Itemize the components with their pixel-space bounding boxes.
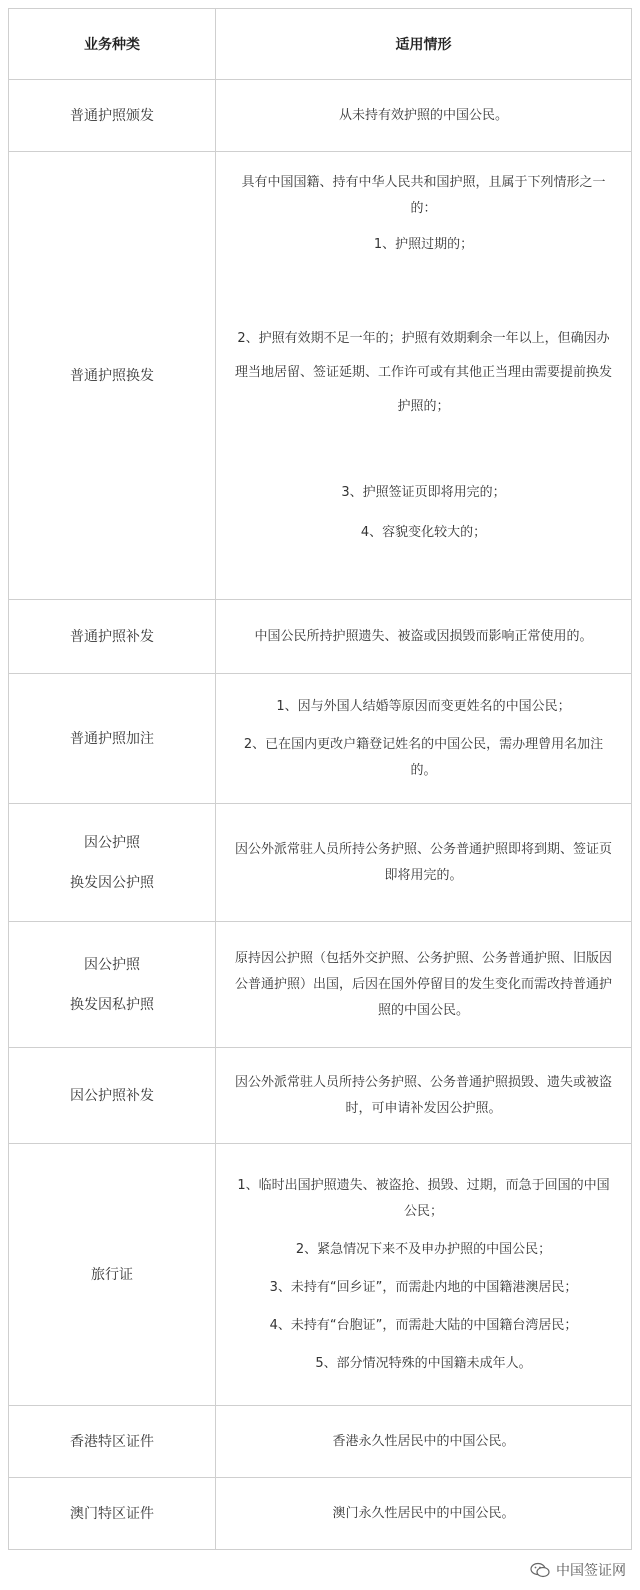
table-row [8, 1144, 632, 1406]
situation-text: 1、临时出国护照遗失、被盗抢、损毁、过期，而急于回国的中国公民； [237, 1177, 610, 1219]
situation-text: 4、容貌变化较大的； [360, 525, 487, 540]
situation-text: 1、护照过期的； [373, 237, 474, 252]
situation-cell [216, 1048, 631, 1143]
business-type-cell [9, 152, 216, 599]
business-type-cell [9, 1048, 216, 1143]
business-type-text: 普通护照加注 [70, 730, 154, 747]
situation-cell [216, 674, 631, 803]
business-type-cell [9, 804, 216, 921]
situation-text: 1、因与外国人结婚等原因而变更姓名的中国公民； [276, 698, 571, 714]
situation-text: 具有中国国籍、持有中华人民共和国护照，且属于下列情形之一的： [241, 175, 606, 216]
business-type-text: 澳门特区证件 [70, 1505, 154, 1522]
business-type-cell [9, 1144, 216, 1405]
table-row [8, 804, 632, 922]
table-header-row [8, 8, 632, 80]
situation-cell [216, 1478, 631, 1549]
business-type-text: 换发因公护照 [70, 874, 154, 891]
passport-services-table [8, 8, 632, 1550]
situation-text: 香港永久性居民中的中国公民。 [332, 1433, 515, 1449]
situation-text: 2、护照有效期不足一年的；护照有效期剩余一年以上，但确因办理当地居留、签证延期、工作许可或有其他正当理由需要提前换发护照的； [234, 331, 612, 414]
business-type-text: 因公护照 [84, 956, 140, 973]
situation-cell [216, 1144, 631, 1405]
table-row [8, 152, 632, 600]
table-row [8, 600, 632, 674]
situation-text: 原持因公护照（包括外交护照、公务护照、公务普通护照、旧版因公普通护照）出国，后因在国外停留目的发生变化而需改持普通护照的中国公民。 [234, 950, 612, 1018]
header-applicable-situation: 适用情形 [395, 37, 452, 53]
situation-text: 2、紧急情况下来不及申办护照的中国公民； [295, 1241, 552, 1257]
table-row [8, 1406, 632, 1478]
business-type-cell [9, 922, 216, 1047]
table-row [8, 922, 632, 1048]
header-business-type: 业务种类 [9, 9, 216, 79]
business-type-text: 普通护照补发 [70, 628, 154, 645]
watermark-text: 中国签证网 [556, 1563, 626, 1579]
situation-cell [216, 922, 631, 1047]
situation-text: 因公外派常驻人员所持公务护照、公务普通护照损毁、遗失或被盗时，可申请补发因公护照。 [234, 1074, 612, 1116]
situation-cell [216, 80, 631, 151]
business-type-text: 因公护照 [84, 834, 140, 851]
table-row [8, 80, 632, 152]
situation-text: 从未持有效护照的中国公民。 [338, 107, 508, 123]
situation-cell [216, 600, 631, 673]
business-type-text: 换发因私护照 [70, 996, 154, 1013]
situation-cell [216, 152, 631, 599]
business-type-text: 普通护照颁发 [70, 107, 154, 124]
business-type-text: 普通护照换发 [70, 367, 154, 384]
situation-text: 3、护照签证页即将用完的； [341, 485, 506, 500]
situation-cell [216, 1406, 631, 1477]
wechat-icon [530, 1562, 550, 1578]
table-row [8, 1478, 632, 1550]
situation-text: 因公外派常驻人员所持公务护照、公务普通护照即将到期、签证页即将用完的。 [234, 841, 612, 883]
business-type-cell [9, 1406, 216, 1477]
business-type-cell [9, 1478, 216, 1549]
business-type-cell [9, 80, 216, 151]
watermark [530, 1560, 626, 1580]
situation-cell [216, 804, 631, 921]
business-type-text: 香港特区证件 [70, 1433, 154, 1450]
situation-text: 5、部分情况特殊的中国籍未成年人。 [315, 1355, 532, 1371]
business-type-text: 因公护照补发 [70, 1087, 154, 1104]
business-type-cell [9, 674, 216, 803]
situation-text: 2、已在国内更改户籍登记姓名的中国公民，需办理曾用名加注的。 [243, 736, 604, 778]
table-row [8, 1048, 632, 1144]
situation-text: 3、未持有“回乡证”，而需赴内地的中国籍港澳居民； [269, 1279, 578, 1295]
situation-text: 澳门永久性居民中的中国公民。 [332, 1505, 515, 1521]
table-row [8, 674, 632, 804]
situation-text: 中国公民所持护照遗失、被盗或因损毁而影响正常使用的。 [254, 628, 593, 644]
business-type-cell [9, 600, 216, 673]
situation-text: 4、未持有“台胞证”，而需赴大陆的中国籍台湾居民； [269, 1317, 578, 1333]
business-type-text: 旅行证 [91, 1266, 133, 1283]
